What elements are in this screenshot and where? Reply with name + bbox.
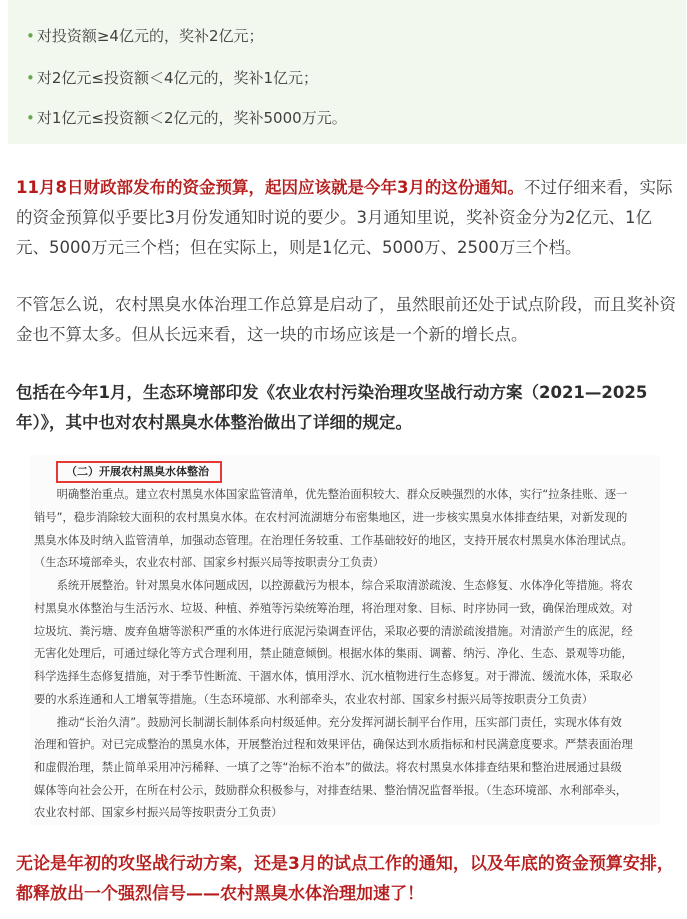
paragraph-budget-rest: 不过仔细来看，实际的资金预算似乎要比3月份发通知时说的要少。3月通知里说，奖补资金分为2亿元、1亿元、5000万元三个档；但在实际上，则是1亿元、5000万、2500万三个档。 <box>16 178 673 257</box>
paragraph-outlook: 不管怎么说，农村黑臭水体治理工作总算是启动了，虽然眼前还处于试点阶段，而且奖补资金也不算太多。但从长远来看，这一块的市场应该是一个新的增长点。 <box>16 295 676 344</box>
document-line: 推动“长治久清”。鼓励河长制湖长制体系向村级延伸。充分发挥河湖长制平台作用，压实部门责任，实现水体有效 <box>34 716 622 729</box>
paragraph-budget-highlight: 11月8日财政部发布的资金预算，起因应该就是今年3月的这份通知。 <box>16 178 524 197</box>
document-line: 媒体等向社会公开，在所在村公示，鼓励群众积极参与，对排查结果、整治情况监督举报。（生态环境部、水利部牵头， <box>34 784 628 797</box>
subsidy-tier-box <box>8 0 686 144</box>
document-line: 农业农村部、国家乡村振兴局等按职责分工负责） <box>34 806 283 819</box>
document-line: （生态环境部牵头，农业农村部、国家乡村振兴局等按职责分工负责） <box>34 556 385 569</box>
document-line: 村黑臭水体整治与生活污水、垃圾、种植、养殖等污染统筹治理，将治理对象、目标、时序协同一致，确保治理成效。对 <box>34 602 633 615</box>
paragraph-conclusion: 无论是年初的攻坚战行动方案，还是3月的试点工作的通知，以及年底的资金预算安排，都释放出一个强烈信号——农村黑臭水体治理加速了！ <box>16 854 674 904</box>
document-line: 垃圾坑、粪污塘、废弃鱼塘等淤积严重的水体进行底泥污染调查评估，采取必要的清淤疏浚措施。对清淤产生的底泥，经 <box>34 625 633 638</box>
document-line: 系统开展整治。针对黑臭水体问题成因，以控源截污为根本，综合采取清淤疏浚、生态修复、水体净化等措施。将农 <box>34 579 633 592</box>
document-line: 黑臭水体及时纳入监管清单，加强动态管理。在治理任务较重、工作基础较好的地区，支持开展农村黑臭水体治理试点。 <box>34 534 633 547</box>
subsidy-tier-item: • 对2亿元≤投资额＜4亿元的，奖补1亿元； <box>26 69 319 87</box>
paragraph-action-plan: 包括在今年1月，生态环境部印发《农业农村污染治理攻坚战行动方案（2021—2025年）》，其中也对农村黑臭水体整治做出了详细的规定。 <box>16 383 648 432</box>
policy-document-excerpt <box>30 455 660 825</box>
document-line: 治理和管护。对已完成整治的黑臭水体，开展整治过程和效果评估，确保达到水质指标和村民满意度要求。严禁表面治理 <box>34 738 633 751</box>
document-section-heading: （二）开展农村黑臭水体整治 <box>56 461 222 483</box>
document-line: 和虚假治理，禁止简单采用冲污稀释、一填了之等“治标不治本”的做法。将农村黑臭水体排查结果和整治进展通过县级 <box>34 761 622 774</box>
document-line: 科学选择生态修复措施，对于季节性断流、干涸水体，慎用浮水、沉水植物进行生态修复。对于滞流、缓流水体，采取必 <box>34 670 633 683</box>
document-line: 无害化处理后，可通过绿化等方式合理利用，禁止随意倾倒。根据水体的集雨、调蓄、纳污、净化、生态、景观等功能， <box>34 647 633 660</box>
document-line: 明确整治重点。建立农村黑臭水体国家监管清单，优先整治面积较大、群众反映强烈的水体，实行“拉条挂账、逐一 <box>34 488 628 501</box>
subsidy-tier-item: • 对投资额≥4亿元的，奖补2亿元； <box>26 27 264 45</box>
document-line: 销号”，稳步消除较大面积的农村黑臭水体。在农村河流湖塘分布密集地区，进一步核实黑臭水体排查结果，对新发现的 <box>34 511 628 524</box>
document-line: 要的水系连通和人工增氧等措施。（生态环境部、水利部牵头，农业农村部、国家乡村振兴局等按职责分工负责） <box>34 693 594 706</box>
subsidy-tier-item: • 对1亿元≤投资额＜2亿元的，奖补5000万元。 <box>26 109 347 127</box>
paragraph-budget <box>16 173 676 263</box>
